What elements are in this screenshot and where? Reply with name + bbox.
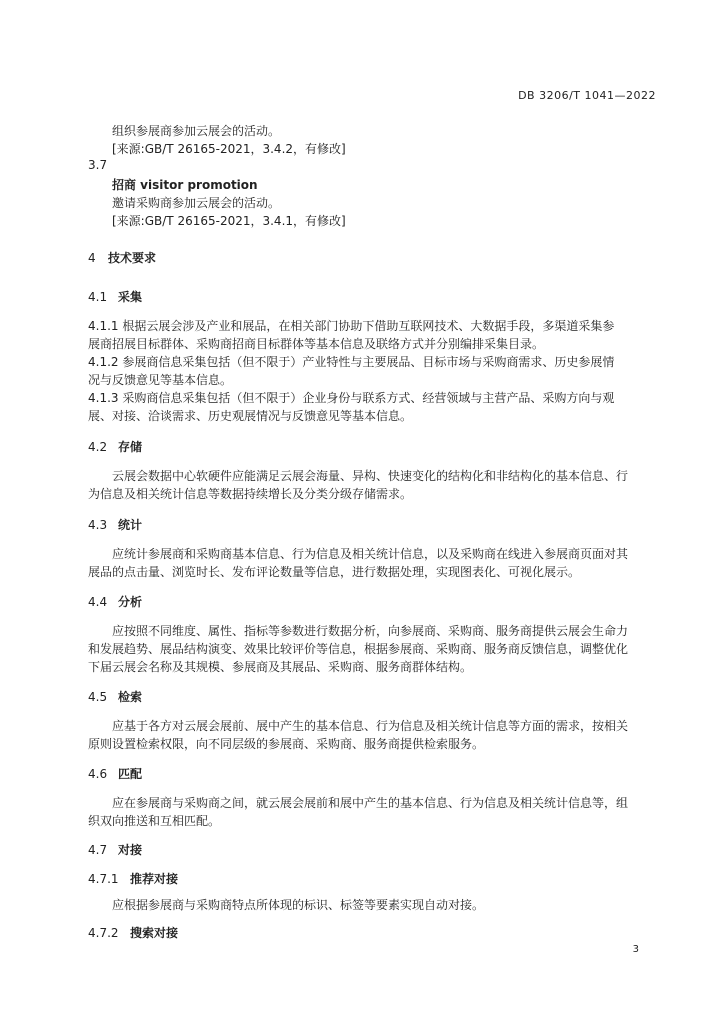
section-number: 4.4 [88,595,108,609]
section-heading-4-2 [88,438,142,455]
section-number: 4.5 [88,690,108,704]
paragraph-line: 织双向推送和互相匹配。 [88,814,221,828]
paragraph-line: 云展会数据中心软硬件应能满足云展会海量、异构、快速变化的结构化和非结构化的基本信息、行 [112,469,629,483]
paragraph-line: 况与反馈意见等基本信息。 [88,373,233,387]
section-number: 4.2 [88,440,108,454]
section-title: 搜索对接 [130,926,179,940]
section-title: 分析 [118,595,143,609]
section-heading-4-5 [88,688,142,705]
section-title: 对接 [118,843,143,857]
section-number: 4.3 [88,518,108,532]
section-number: 4.7.1 [88,872,119,886]
paragraph-line: 应按照不同维度、属性、指标等参数进行数据分析，向参展商、采购商、服务商提供云展会生命力 [112,624,629,638]
section-heading-4-6 [88,765,142,782]
section-title: 存储 [118,440,143,454]
section-title: 匹配 [118,767,143,781]
term-title: 招商 visitor promotion [112,178,258,192]
section-number: 4 [88,251,96,265]
section-number: 4.7.2 [88,926,119,940]
paragraph-line: 下届云展会名称及其规模、参展商及其展品、采购商、服务商群体结构。 [88,660,473,674]
paragraph-line: 展、对接、洽谈需求、历史观展情况与反馈意见等基本信息。 [88,409,413,423]
definition-text: 组织参展商参加云展会的活动。 [112,124,281,138]
section-number: 4.6 [88,767,108,781]
paragraph-line: 4.1.3 采购商信息采集包括（但不限于）企业身份与联系方式、经营领域与主营产品、采购方向与观 [88,391,615,405]
definition-text: 邀请采购商参加云展会的活动。 [112,196,281,210]
section-heading-4 [88,249,156,266]
paragraph-line: 应在参展商与采购商之间，就云展会展前和展中产生的基本信息、行为信息及相关统计信息等，组 [112,796,629,810]
paragraph-line: 4.1.1 根据云展会涉及产业和展品，在相关部门协助下借助互联网技术、大数据手段，多渠道采集参 [88,319,615,333]
paragraph-line: 为信息及相关统计信息等数据持续增长及分类分级存储需求。 [88,487,413,501]
paragraph-line: 应统计参展商和采购商基本信息、行为信息及相关统计信息，以及采购商在线进入参展商页面对其 [112,547,629,561]
section-heading-4-3 [88,516,142,533]
paragraph-line: 4.1.2 参展商信息采集包括（但不限于）产业特性与主要展品、目标市场与采购商需求、历史参展情 [88,355,615,369]
section-heading-4-4 [88,593,142,610]
definition-source: [来源:GB/T 26165-2021，3.4.2，有修改] [112,142,346,156]
paragraph-line: 原则设置检索权限，向不同层级的参展商、采购商、服务商提供检索服务。 [88,737,485,751]
paragraph-line: 和发展趋势、展品结构演变、效果比较评价等信息，根据参展商、采购商、服务商反馈信息，调整优化 [88,642,629,656]
paragraph-line: 应基于各方对云展会展前、展中产生的基本信息、行为信息及相关统计信息等方面的需求，按相关 [112,719,629,733]
section-heading-4-7-1 [88,870,178,887]
page-number: 3 [632,944,639,955]
paragraph-line: 展品的点击量、浏览时长、发布评论数量等信息，进行数据处理，实现图表化、可视化展示。 [88,565,581,579]
section-title: 检索 [118,690,143,704]
section-title: 推荐对接 [130,872,179,886]
paragraph-line: 展商招展目标群体、采购商招商目标群体等基本信息及联络方式并分别编排采集目录。 [88,337,545,351]
section-number: 4.1 [88,290,108,304]
section-heading-4-7-2 [88,924,178,941]
term-number: 3.7 [88,158,108,172]
section-heading-4-1 [88,288,142,305]
section-title: 技术要求 [108,251,157,265]
paragraph-line: 应根据参展商与采购商特点所体现的标识、标签等要素实现自动对接。 [112,898,485,912]
section-title: 采集 [118,290,143,304]
definition-source: [来源:GB/T 26165-2021，3.4.1，有修改] [112,214,346,228]
document-id-header: DB 3206/T 1041—2022 [518,89,656,102]
section-title: 统计 [118,518,143,532]
section-number: 4.7 [88,843,108,857]
section-heading-4-7 [88,841,142,858]
